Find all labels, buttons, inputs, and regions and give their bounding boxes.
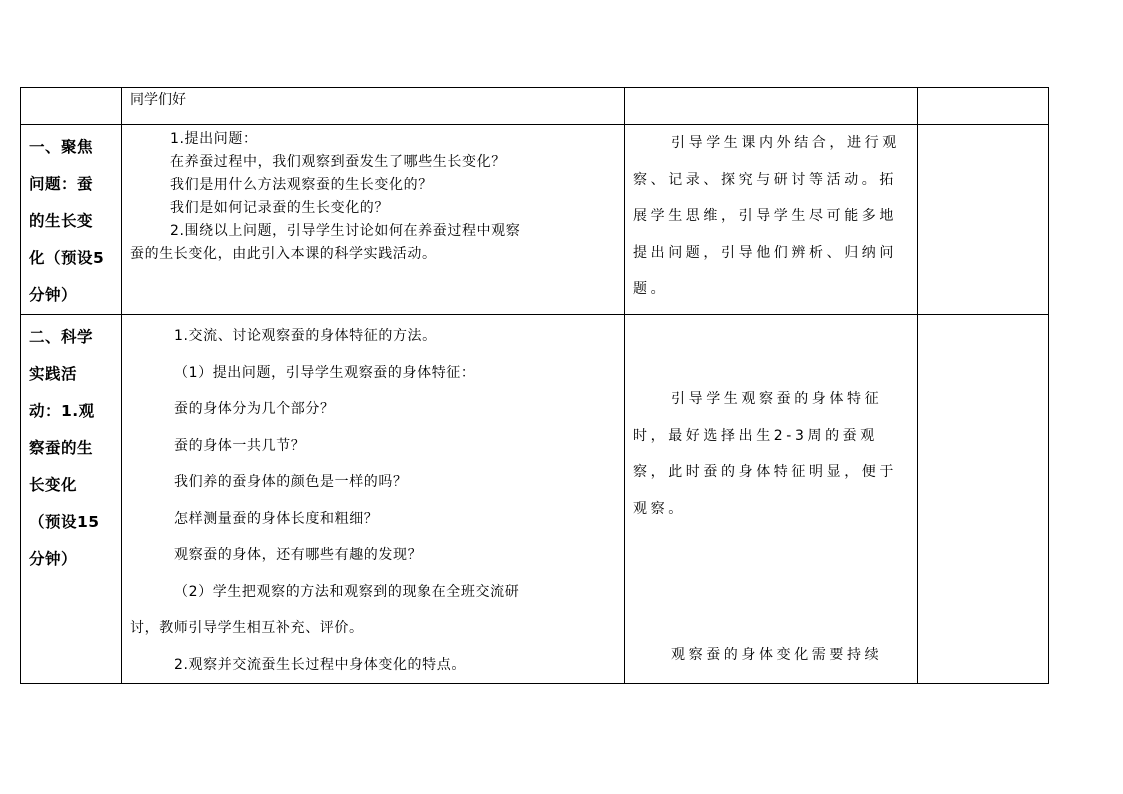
notes-cell: [918, 88, 1049, 125]
design-intent: 引导学生课内外结合，进行观察、记录、探究与研讨等活动。拓展学生思维，引导学生尽可能多地提出问题，引导他们辨析、归纳问题。: [633, 135, 900, 297]
stage-title: 一、聚焦 问题：蚕 的生长变 化（预设5 分钟）: [29, 138, 105, 304]
guidance-cell: [625, 88, 918, 125]
content-cell: [122, 315, 625, 684]
table-row: [21, 125, 1049, 315]
stage-cell: [21, 315, 122, 684]
content-cell: [122, 125, 625, 315]
lesson-plan-table: [20, 87, 1049, 684]
notes-cell: [918, 125, 1049, 315]
stage-cell: [21, 88, 122, 125]
greeting-text: 同学们好: [130, 92, 186, 108]
stage-title: 二、科学 实践活 动：1.观 察蚕的生 长变化 （预设15 分钟）: [29, 328, 100, 568]
stage-cell: [21, 125, 122, 315]
table-row: [21, 88, 1049, 125]
design-intent: 引导学生观察蚕的身体特征时，最好选择出生2-3周的蚕观察，此时蚕的身体特征明显，便于观察。 观察蚕的身体变化需要持续: [633, 391, 897, 663]
notes-cell: [918, 315, 1049, 684]
teaching-process: 1.交流、讨论观察蚕的身体特征的方法。 （1）提出问题，引导学生观察蚕的身体特征： 蚕的身体分为几个部分？ 蚕的身体一共几节？ 我们养的蚕身体的颜色是一样的吗？ 怎样测量蚕的身体长度和粗细？ 观察蚕的身体，还有哪些有趣的发现？ （2）学生把观察的方法和观察到的现象在全班交流研 讨，教师引导学生相互补充、评价。 2.观察并交流蚕生长过程中身体变化的特点。: [130, 328, 520, 673]
teaching-process: 1.提出问题： 在养蚕过程中，我们观察到蚕发生了哪些生长变化？ 我们是用什么方法观察蚕的生长变化的？ 我们是如何记录蚕的生长变化的？ 2.围绕以上问题，引导学生讨论如何在养蚕过程中观察 蚕的生长变化，由此引入本课的科学实践活动。: [130, 131, 521, 262]
content-cell: [122, 88, 625, 125]
guidance-cell: [625, 315, 918, 684]
table-row: [21, 315, 1049, 684]
guidance-cell: [625, 125, 918, 315]
